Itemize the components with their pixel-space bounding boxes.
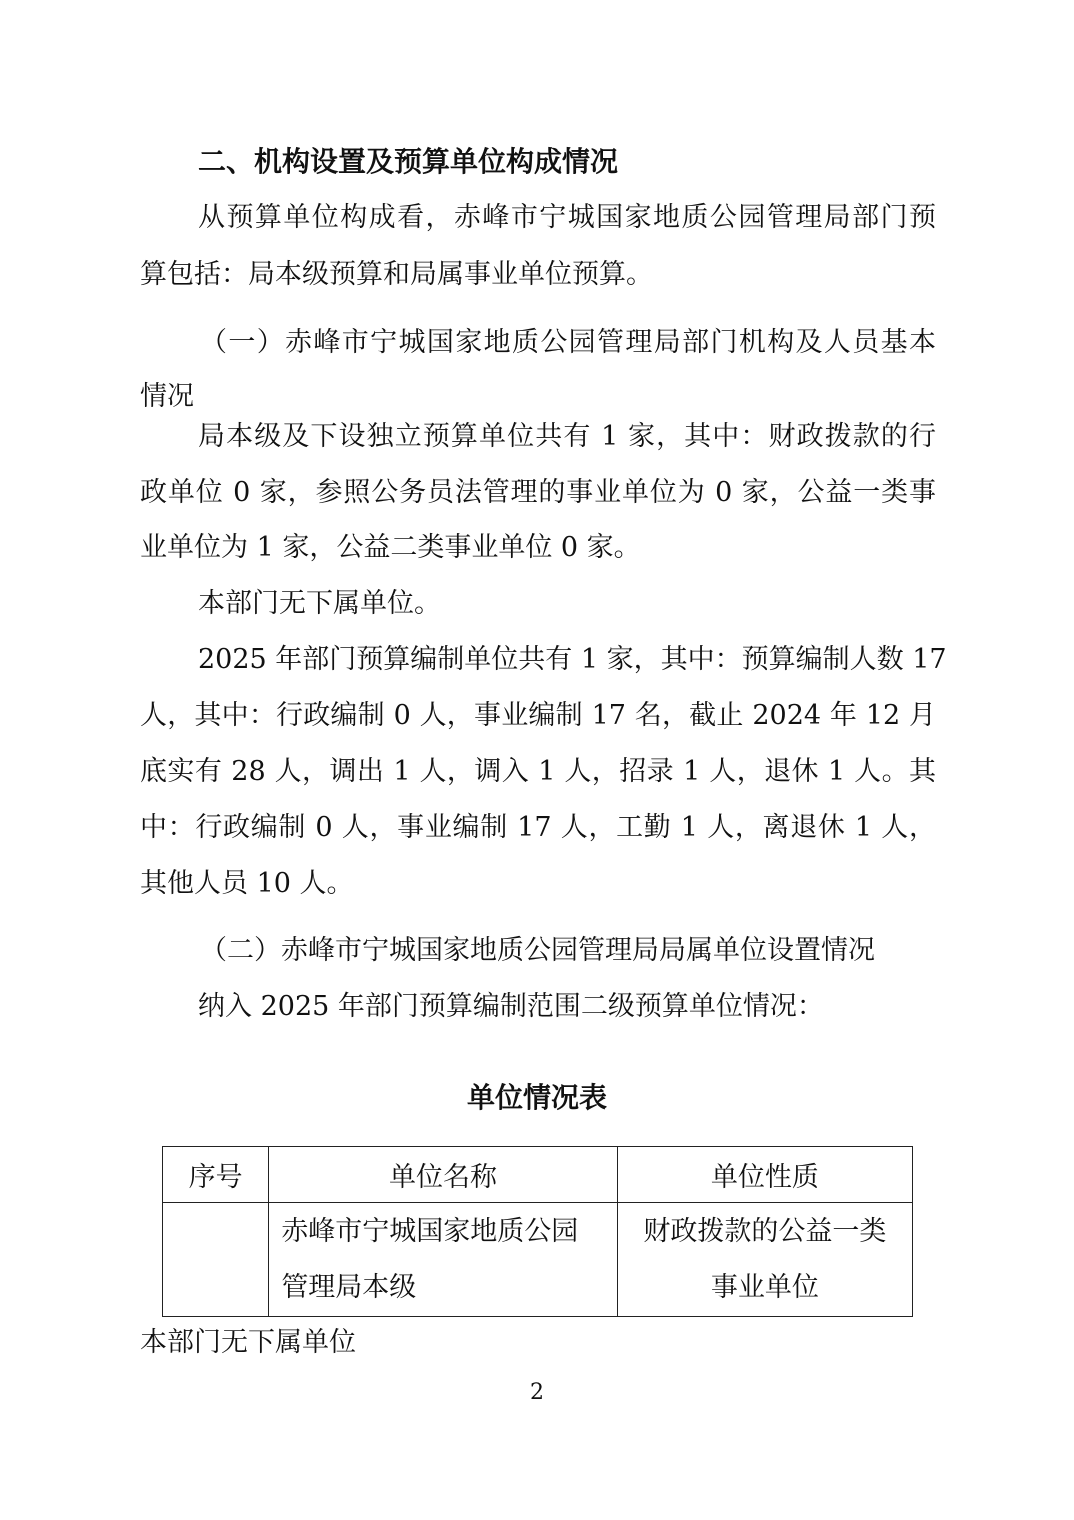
unit-nature-line: 财政拨款的公益一类: [643, 1215, 887, 1247]
footnote: 本部门无下属单位: [140, 1327, 356, 1358]
paragraph-line: 局本级及下设独立预算单位共有 1 家，其中：财政拨款的行: [198, 421, 936, 452]
section-heading: 二、机构设置及预算单位构成情况: [198, 145, 619, 178]
table-row: [163, 1203, 913, 1317]
index-cell: [163, 1203, 269, 1317]
paragraph-line: 人，其中：行政编制 0 人，事业编制 17 名，截止 2024 年 12 月: [140, 700, 936, 731]
paragraph-line: 本部门无下属单位。: [198, 588, 441, 619]
units-table: [162, 1146, 913, 1317]
paragraph-line: 其他人员 10 人。: [140, 868, 354, 899]
unit-name-line: 赤峰市宁城国家地质公园: [281, 1215, 579, 1247]
unit-nature-line: 事业单位: [710, 1271, 819, 1303]
intro-line: 从预算单位构成看，赤峰市宁城国家地质公园管理局部门预: [198, 202, 936, 233]
paragraph-line: 业单位为 1 家，公益二类事业单位 0 家。: [140, 532, 641, 563]
table-title: 单位情况表: [466, 1081, 607, 1114]
column-header: 序号: [163, 1147, 269, 1203]
paragraph-line: 政单位 0 家，参照公务员法管理的事业单位为 0 家，公益一类事: [140, 477, 936, 508]
subsection-heading: （二）赤峰市宁城国家地质公园管理局局属单位设置情况: [200, 935, 875, 966]
unit-name-line: 管理局本级: [281, 1271, 417, 1303]
column-header: 单位名称: [269, 1147, 617, 1203]
table-header-row: [163, 1147, 913, 1203]
column-header: 单位性质: [617, 1147, 912, 1203]
unit-name-cell: [269, 1203, 617, 1317]
subsection-heading: 情况: [140, 381, 194, 412]
subsection-heading: （一）赤峰市宁城国家地质公园管理局部门机构及人员基本: [200, 327, 936, 358]
unit-nature-cell: [617, 1203, 912, 1317]
paragraph-line: 2025 年部门预算编制单位共有 1 家，其中：预算编制人数 17: [198, 644, 947, 675]
paragraph-line: 中：行政编制 0 人，事业编制 17 人，工勤 1 人，离退休 1 人，: [140, 812, 936, 843]
intro-line: 算包括：局本级预算和局属事业单位预算。: [140, 259, 653, 290]
paragraph-line: 纳入 2025 年部门预算编制范围二级预算单位情况：: [198, 991, 824, 1022]
page-number: 2: [530, 1380, 544, 1405]
paragraph-line: 底实有 28 人，调出 1 人，调入 1 人，招录 1 人，退休 1 人。其: [140, 756, 936, 787]
